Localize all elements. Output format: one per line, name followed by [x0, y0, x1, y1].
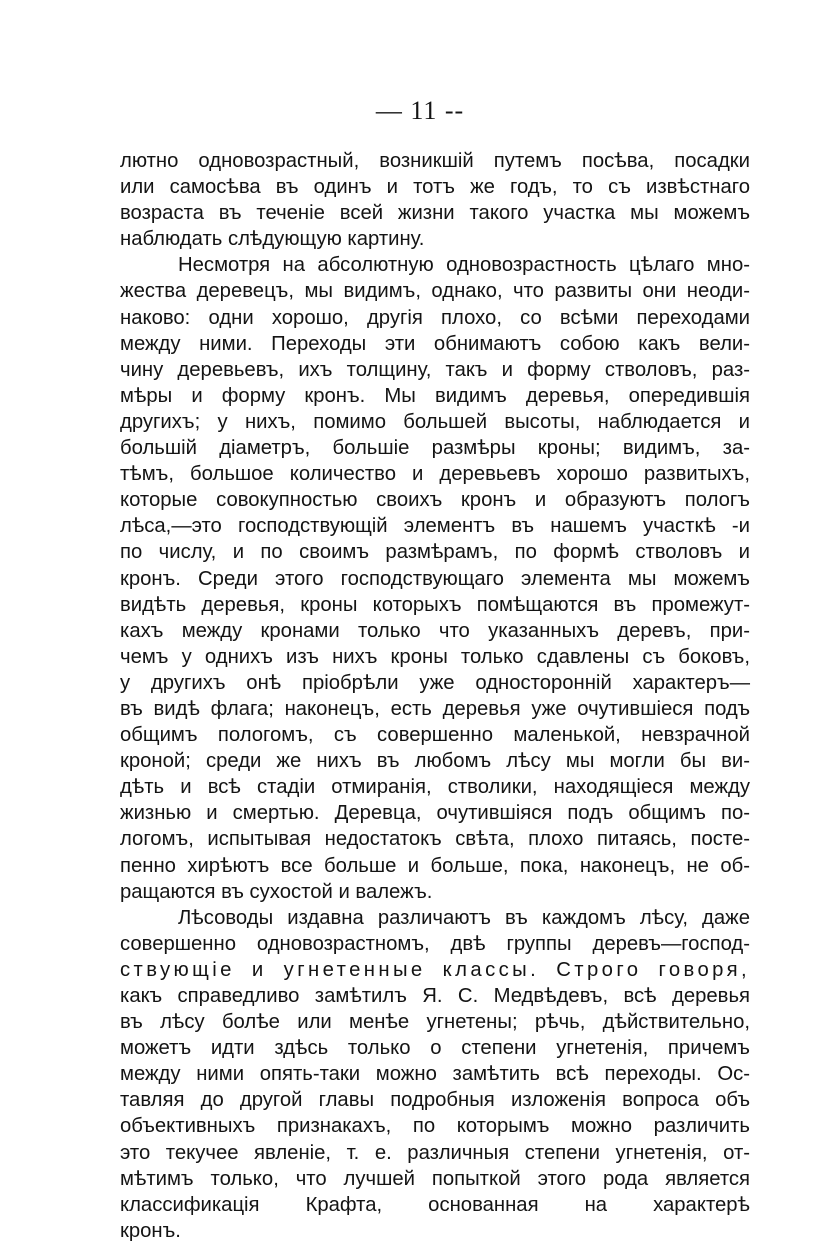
text-line: чемъ у однихъ изъ нихъ кроны только сдавлены съ боковъ, — [120, 645, 750, 668]
text-line: Лѣсоводы издавна различаютъ въ каждомъ лѣсу, даже — [178, 906, 750, 929]
text-line: кронъ. Среди этого господствующаго элемента мы можемъ — [120, 567, 750, 590]
text-line: дѣть и всѣ стадіи отмиранія, стволики, находящіеся между — [120, 776, 750, 799]
text-line: у другихъ онѣ пріобрѣли уже односторонній характеръ— — [120, 671, 750, 694]
body-text — [120, 148, 750, 1244]
text-line: ращаются въ сухостой и валежъ. — [120, 880, 433, 903]
text-line: въ видѣ флага; наконецъ, есть деревья уже очутившіеся подъ — [120, 697, 750, 720]
paragraph-2 — [120, 252, 750, 904]
text-line: логомъ, испытывая недостатокъ свѣта, плохо питаясь, посте- — [120, 828, 750, 851]
text-line: которые совокупностью своихъ кронъ и образуютъ пологъ — [120, 489, 750, 512]
text-line: Несмотря на абсолютную одновозрастность цѣлаго мно- — [178, 254, 750, 277]
text-line: пенно хирѣютъ все больше и больше, пока, наконецъ, не об- — [120, 854, 750, 877]
text-line: общимъ пологомъ, съ совершенно маленькой, невзрачной — [120, 724, 750, 747]
text-line: кахъ между кронами только что указанныхъ деревъ, при- — [120, 619, 750, 642]
text-line: между ними. Переходы эти обнимаютъ собою какъ вели- — [120, 332, 750, 355]
text-line: возраста въ теченіе всей жизни такого участка мы можемъ — [120, 202, 750, 225]
text-line: наблюдать слѣдующую картину. — [120, 228, 425, 251]
text-line: лѣса,—это господствующій элементъ въ нашемъ участкѣ -и — [120, 515, 750, 538]
text-line: объективныхъ признакахъ, по которымъ можно различить — [120, 1115, 750, 1138]
text-line: какъ справедливо замѣтилъ Я. С. Медвѣдевъ, всѣ деревья — [120, 985, 750, 1007]
text-line: жизнью и смертью. Деревца, очутившіяся подъ общимъ по- — [120, 802, 750, 825]
text-line: въ лѣсу болѣе или менѣе угнетены; рѣчь, дѣйствительно, — [120, 1011, 750, 1034]
text-line: другихъ; у нихъ, помимо большей высоты, наблюдается и — [120, 410, 750, 433]
text-line: наково: одни хорошо, другія плохо, со всѣми переходами — [120, 306, 750, 329]
text-line: или самосѣва въ одинъ и тотъ же годъ, то съ извѣстнаго — [120, 176, 750, 199]
text-line: кроной; среди же нихъ въ любомъ лѣсу мы могли бы ви- — [120, 750, 750, 773]
text-line: ствующіе и угнетенные классы. Строго говоря, — [120, 958, 750, 981]
text-line: чину деревьевъ, ихъ толщину, такъ и форму стволовъ, раз- — [120, 358, 750, 381]
text-line: видѣть деревья, кроны которыхъ помѣщаются въ промежут- — [120, 593, 750, 616]
text-line: совершенно одновозрастномъ, двѣ группы деревъ—господ- — [120, 932, 750, 955]
paragraph-3 — [120, 905, 750, 1244]
text-line: тѣмъ, большое количество и деревьевъ хорошо развитыхъ, — [120, 463, 750, 486]
text-line: по числу, и по своимъ размѣрамъ, по формѣ стволовъ и — [120, 541, 750, 564]
text-line: тавляя до другой главы подробныя изложенія вопроса объ — [120, 1089, 750, 1112]
text-line: можетъ идти здѣсь только о степени угнетенія, причемъ — [120, 1037, 750, 1060]
text-line: жества деревецъ, мы видимъ, однако, что развиты они неоди- — [120, 280, 750, 303]
text-line: это текучее явленіе, т. е. различныя степени угнетенія, от- — [120, 1141, 750, 1164]
text-line: кронъ. — [120, 1219, 181, 1242]
text-line: между ними опять-таки можно замѣтить всѣ переходы. Ос- — [120, 1063, 750, 1086]
text-line: классификація Крафта, основанная на характерѣ — [120, 1193, 750, 1216]
text-line: большій діаметръ, большіе размѣры кроны; видимъ, за- — [120, 437, 750, 460]
paragraph-1 — [120, 148, 750, 252]
text-line: лютно одновозрастный, возникшій путемъ посѣва, посадки — [120, 150, 750, 172]
text-line: мѣтимъ только, что лучшей попыткой этого рода является — [120, 1167, 750, 1190]
text-line: мѣры и форму кронъ. Мы видимъ деревья, опередившія — [120, 384, 750, 407]
page-number: — 11 -- — [375, 96, 465, 125]
